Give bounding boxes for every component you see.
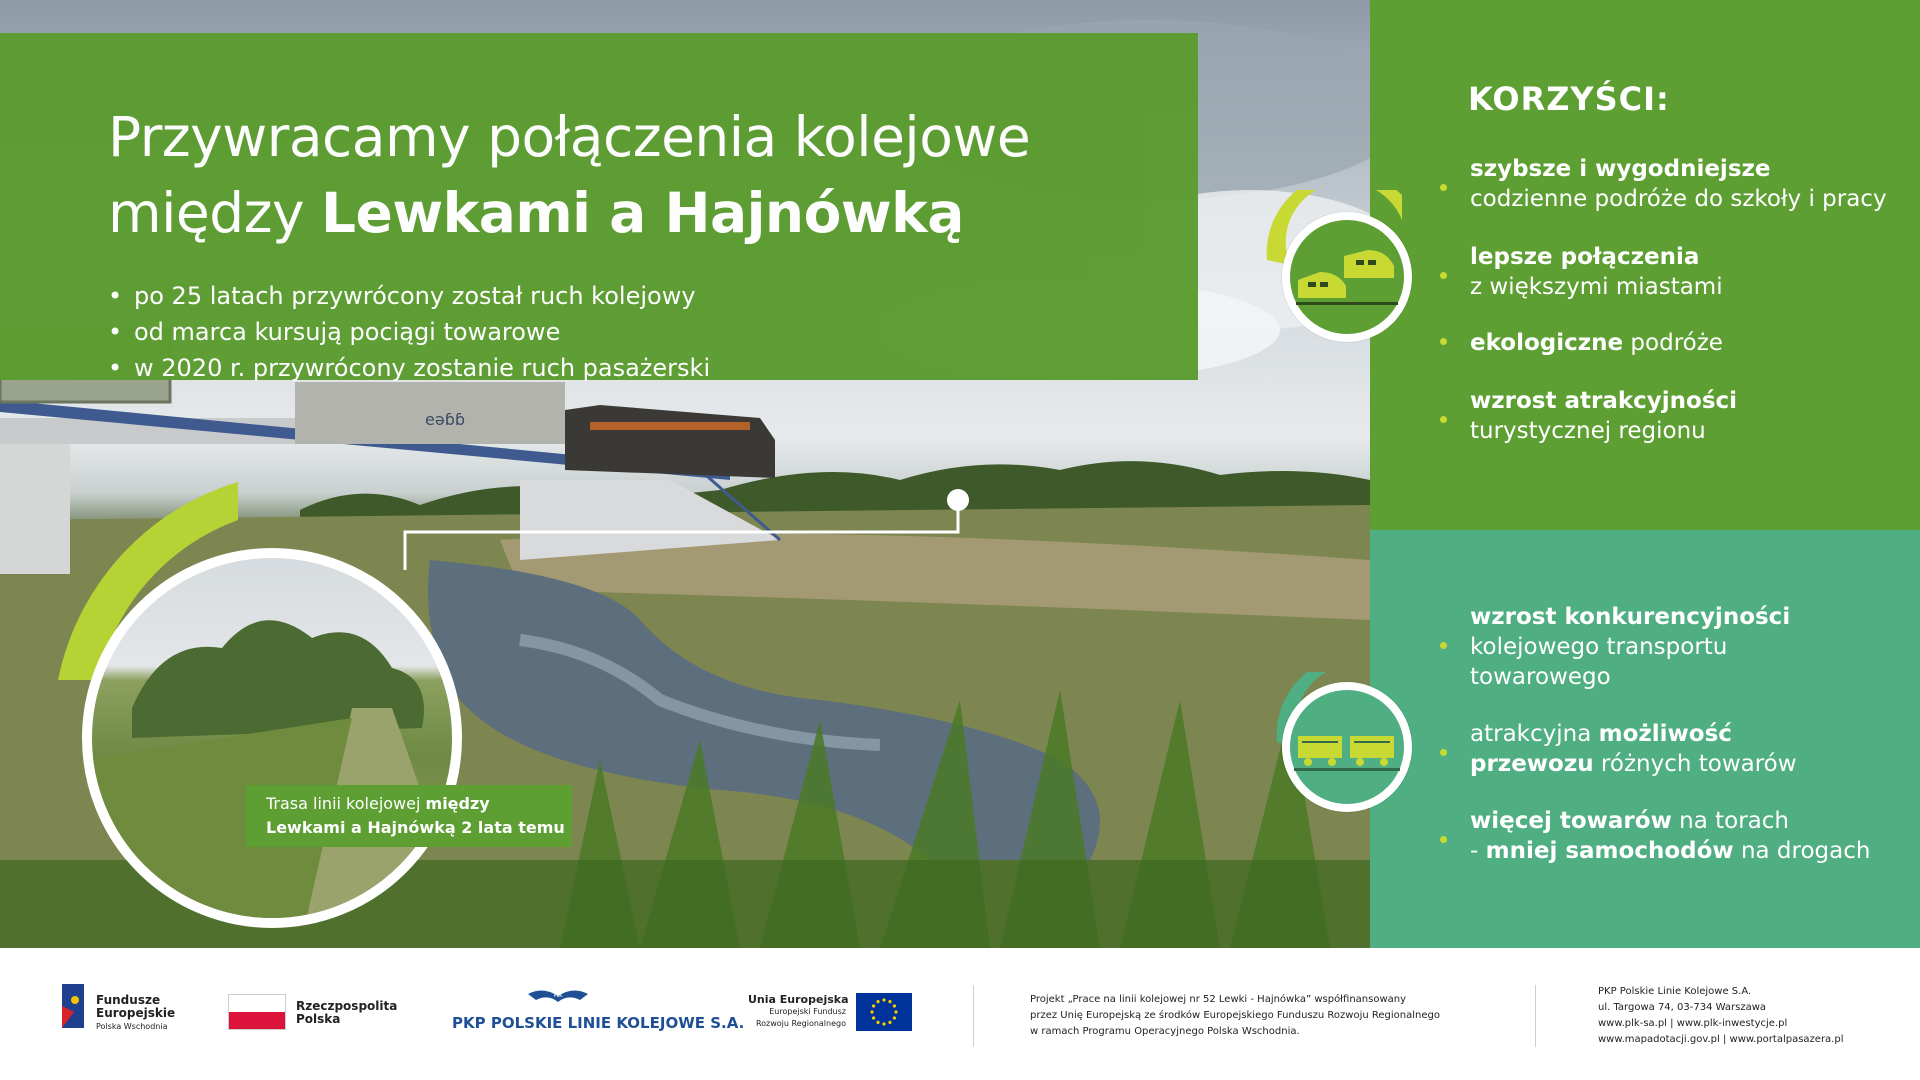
eu-flag-icon — [856, 993, 912, 1031]
detail-caption-line1 — [266, 792, 572, 816]
title-bullet: • w 2020 r. przywrócony zostanie ruch pasażerski — [108, 350, 710, 386]
benefit-text: kolejowego transportu — [1470, 634, 1728, 660]
freight-train-icon-circle — [1282, 682, 1412, 812]
passenger-train-icon-circle — [1282, 212, 1412, 342]
train-window — [1356, 260, 1364, 265]
benefit-text: różnych towarów — [1593, 751, 1797, 777]
ue-line1: Unia Europejska — [748, 993, 849, 1006]
bullet-dot — [1440, 416, 1447, 423]
benefit-text: na torach — [1671, 808, 1789, 834]
benefit-bold: lepsze połączenia — [1470, 244, 1700, 270]
title-prefix: między — [108, 181, 322, 245]
bullet-dot — [1440, 642, 1447, 649]
ue-line2: Europejski Fundusz — [769, 1007, 846, 1016]
detail-caption-line2 — [266, 816, 572, 840]
project-line: Projekt „Prace na linii kolejowej nr 52 Lewki - Hajnówka” współfinansowany — [1030, 994, 1407, 1005]
flag-red — [229, 1012, 285, 1029]
fe-text — [96, 994, 175, 1033]
pointer-dot — [947, 489, 969, 511]
detail-photo-circle — [82, 548, 462, 928]
bullet-dot — [1440, 272, 1447, 279]
rp-text — [296, 1000, 397, 1026]
title-bold: Lewkami a Hajnówką — [321, 181, 964, 245]
benefit-item — [1470, 806, 1870, 866]
bullet-dot — [1440, 184, 1447, 191]
benefit-item — [1470, 328, 1723, 358]
fe-line3: Polska Wschodnia — [96, 1022, 168, 1031]
detail-caption-bold2: Lewkami a Hajnówką 2 lata temu — [266, 818, 565, 837]
wagon-marking-2: eǝɓɓ — [425, 410, 465, 429]
benefit-item — [1470, 386, 1737, 446]
wheel — [1304, 758, 1312, 766]
bullet-dot — [1440, 836, 1447, 843]
flag-white — [229, 995, 285, 1012]
footer-divider — [973, 985, 974, 1047]
benefit-text: codzienne podróże do szkoły i pracy — [1470, 186, 1887, 212]
benefit-text: towarowego — [1470, 664, 1611, 690]
title-box — [0, 33, 1198, 380]
bullet-dot — [1440, 749, 1447, 756]
benefit-bold: mniej samochodów — [1485, 838, 1734, 864]
company-info — [1598, 984, 1844, 1048]
wheel — [1380, 758, 1388, 766]
ue-text — [748, 993, 849, 1030]
project-info — [1030, 992, 1440, 1040]
footer-divider — [1535, 985, 1536, 1047]
rail — [1294, 768, 1400, 771]
rail — [1296, 302, 1398, 305]
page-title-line2 — [108, 181, 964, 245]
company-link[interactable]: www.plk-sa.pl | www.plk-inwestycje.pl — [1598, 1018, 1788, 1029]
benefit-bold: wzrost atrakcyjności — [1470, 388, 1738, 414]
benefits-heading: KORZYŚCI: — [1468, 80, 1670, 118]
benefit-bold: więcej towarów — [1470, 808, 1672, 834]
benefit-text: - — [1470, 838, 1486, 864]
benefit-item — [1470, 242, 1723, 302]
company-line: PKP Polskie Linie Kolejowe S.A. — [1598, 986, 1752, 997]
bullet-dot — [1440, 338, 1447, 345]
ue-line3: Rozwoju Regionalnego — [755, 1019, 846, 1028]
freight-car — [1350, 736, 1394, 758]
passenger-train-icon — [1290, 220, 1404, 334]
fe-line2: Europejskie — [96, 1006, 176, 1020]
title-bullet: • od marca kursują pociągi towarowe — [108, 314, 710, 350]
title-bullet: • po 25 latach przywrócony został ruch kolejowy — [108, 278, 710, 314]
train-window — [1308, 282, 1316, 287]
fundusze-europejskie-logo — [60, 982, 86, 1030]
locomotive — [565, 405, 775, 478]
title-bullet-list — [108, 278, 710, 386]
benefit-bold: przewozu — [1470, 751, 1594, 777]
train-window — [1368, 260, 1376, 265]
polish-flag-icon — [228, 994, 286, 1030]
benefit-text: z większymi miastami — [1470, 274, 1723, 300]
fe-star — [71, 996, 79, 1004]
rp-line2: Polska — [296, 1012, 341, 1026]
freight-car — [1298, 736, 1342, 758]
detail-caption — [246, 785, 572, 847]
wheel — [1328, 758, 1336, 766]
benefit-text: turystycznej regionu — [1470, 418, 1706, 444]
project-line: przez Unię Europejską ze środków Europejskiego Funduszu Rozwoju Regionalnego — [1030, 1010, 1440, 1021]
benefit-bold: wzrost konkurencyjności — [1470, 604, 1791, 630]
benefit-text: podróże — [1623, 330, 1723, 356]
plk-wings-logo — [528, 986, 588, 1010]
benefit-item — [1470, 154, 1887, 214]
company-line: ul. Targowa 74, 03-734 Warszawa — [1598, 1002, 1767, 1013]
train-window — [1320, 282, 1328, 287]
benefit-text: atrakcyjna — [1470, 721, 1599, 747]
fe-line1: Fundusze — [96, 993, 161, 1007]
detail-caption-bold: między — [425, 794, 490, 813]
benefit-bold: szybsze i wygodniejsze — [1470, 156, 1771, 182]
detail-caption-prefix: Trasa linii kolejowej — [266, 794, 426, 813]
locomotive-stripe — [590, 422, 750, 430]
company-link[interactable]: www.mapadotacji.gov.pl | www.portalpasazera.pl — [1598, 1034, 1844, 1045]
pkp-logo-text: PKP POLSKIE LINIE KOLEJOWE S.A. — [452, 1014, 745, 1032]
benefit-text: na drogach — [1733, 838, 1871, 864]
page-title-line1: Przywracamy połączenia kolejowe — [108, 105, 1031, 169]
benefit-bold: ekologiczne — [1470, 330, 1624, 356]
rp-line1: Rzeczpospolita — [296, 999, 398, 1013]
benefit-item — [1470, 602, 1790, 692]
plk-badge: PLK — [553, 993, 563, 999]
project-line: w ramach Programu Operacyjnego Polska Wschodnia. — [1030, 1026, 1300, 1037]
freight-train-icon — [1290, 690, 1404, 804]
wheel — [1356, 758, 1364, 766]
benefit-bold: możliwość — [1598, 721, 1732, 747]
benefit-item — [1470, 719, 1797, 779]
